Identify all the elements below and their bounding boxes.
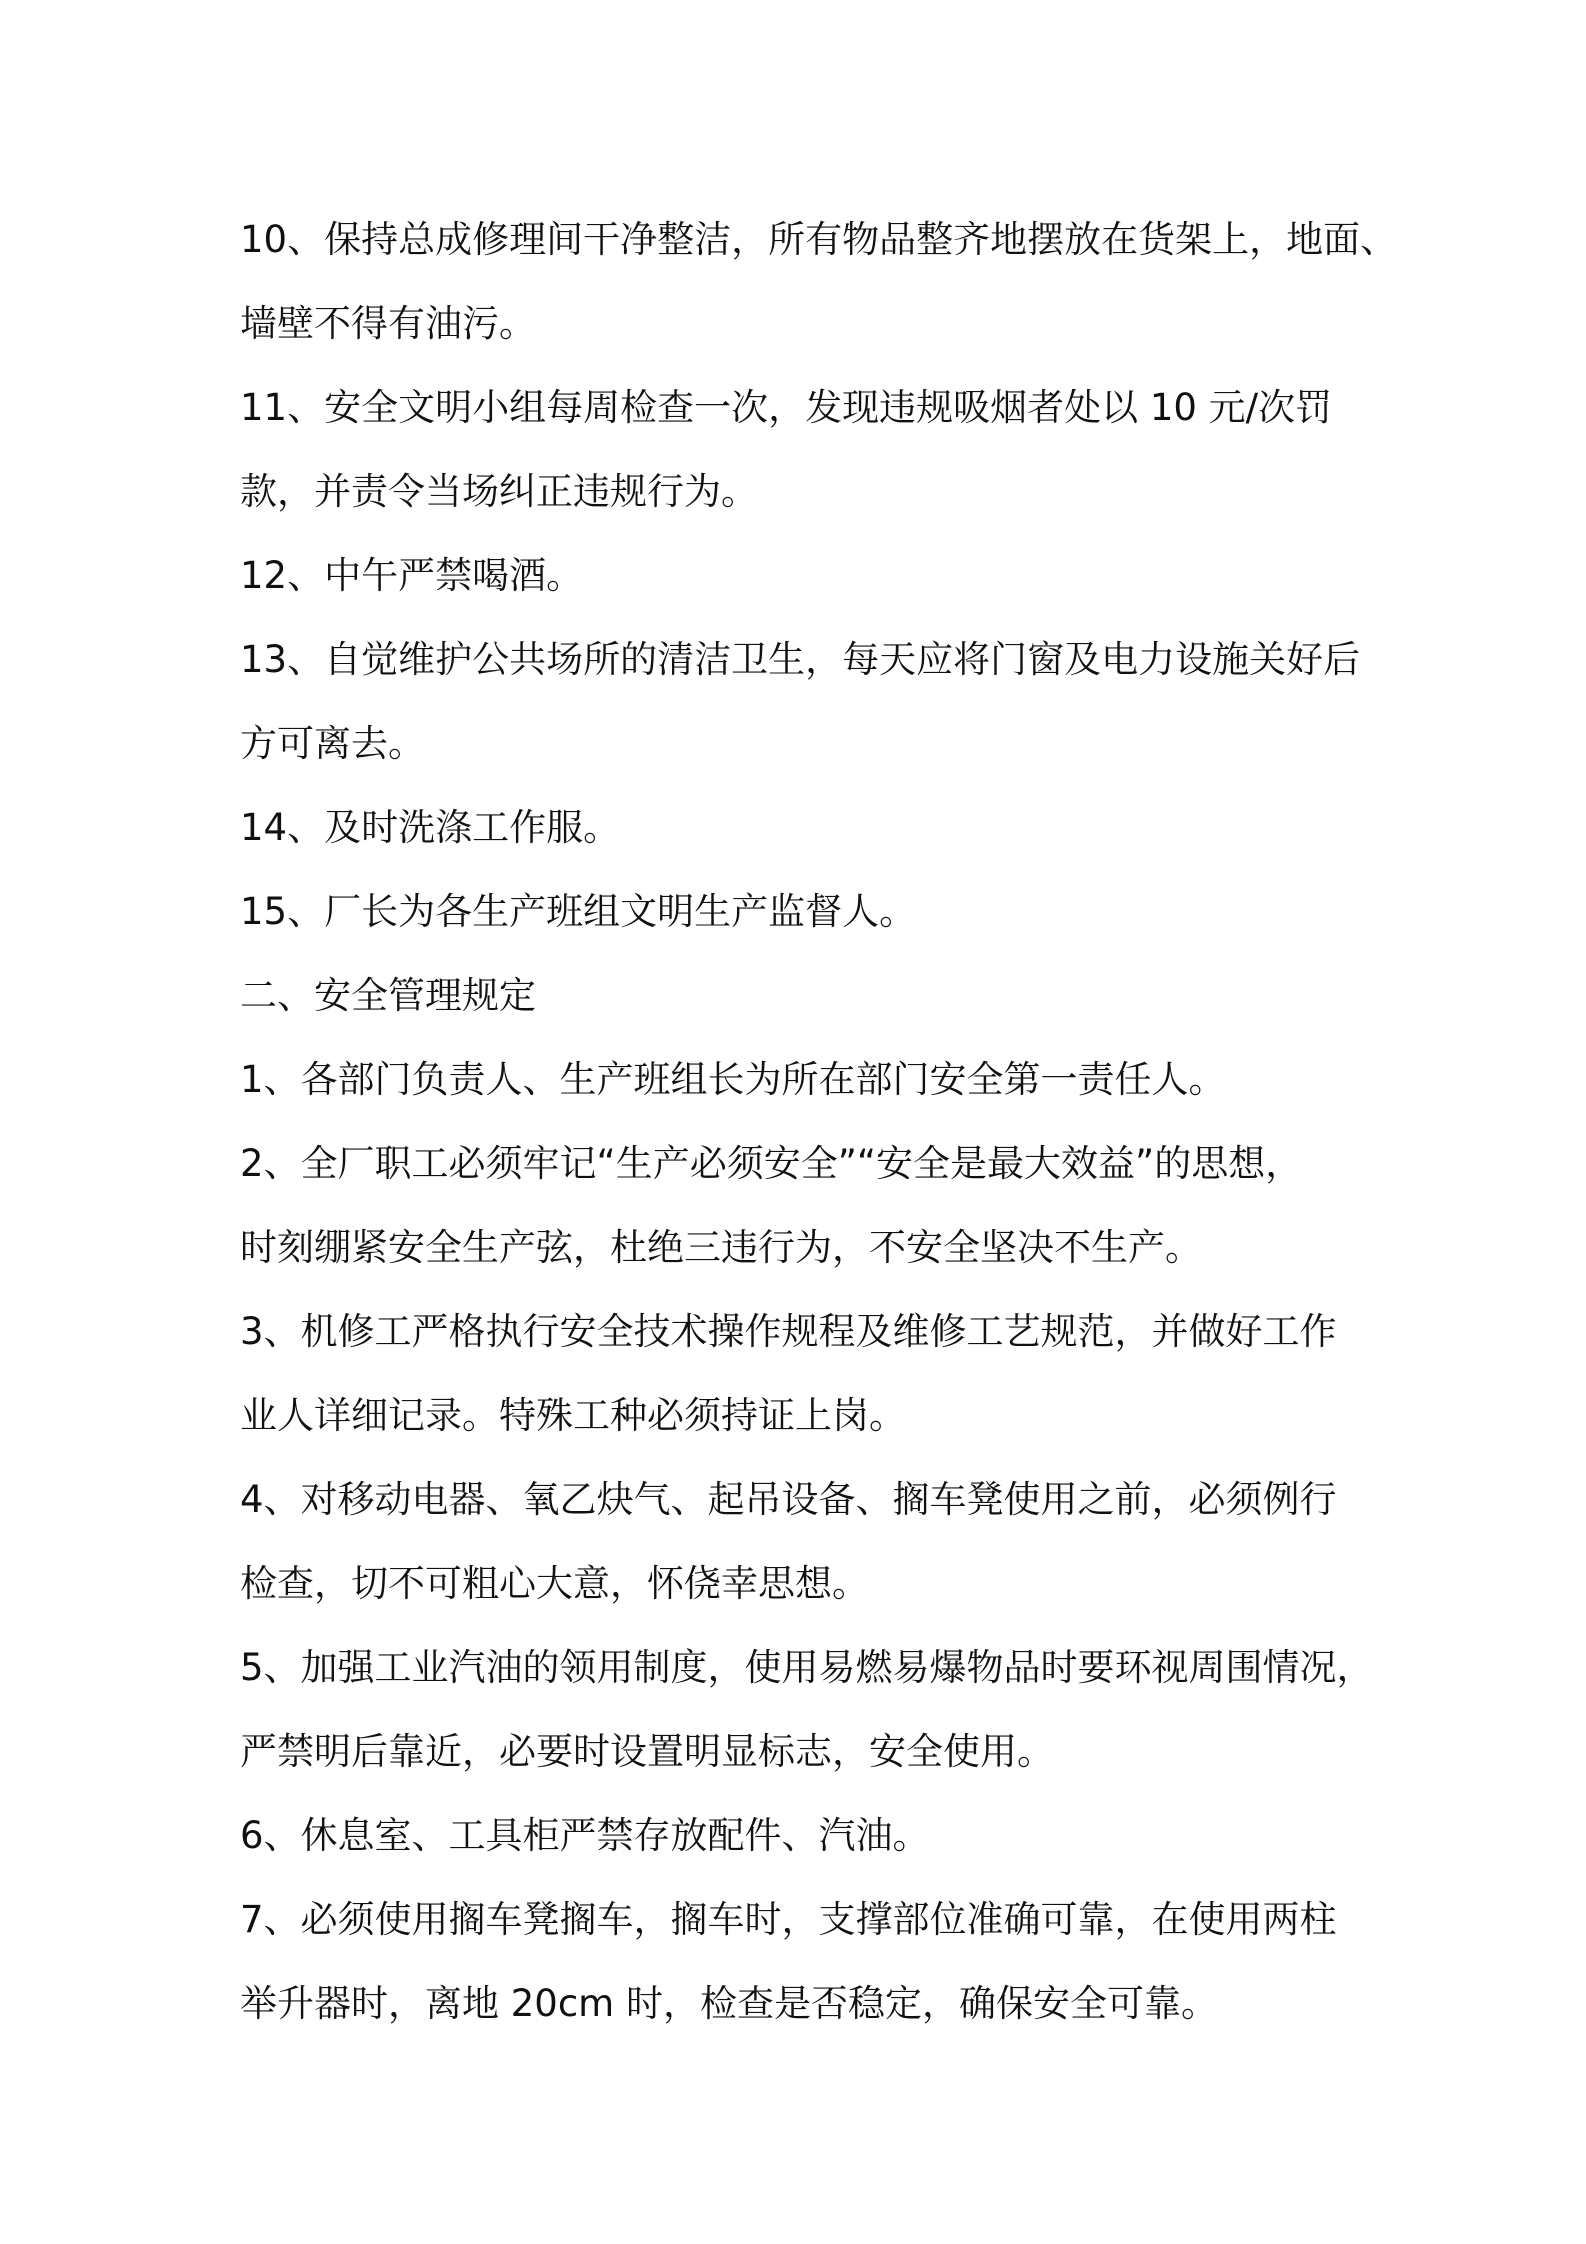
text-line: 时刻绷紧安全生产弦，杜绝三违行为，不安全坚决不生产。 (240, 1226, 1202, 1269)
text-line: 4、对移动电器、氧乙炔气、起吊设备、搁车凳使用之前，必须例行 (240, 1478, 1337, 1521)
text-line: 举升器时，离地 20cm 时，检查是否稳定，确保安全可靠。 (240, 1982, 1218, 2025)
text-line: 15、厂长为各生产班组文明生产监督人。 (240, 890, 917, 933)
text-line: 10、保持总成修理间干净整洁，所有物品整齐地摆放在货架上，地面、 (240, 218, 1398, 261)
text-line: 11、安全文明小组每周检查一次，发现违规吸烟者处以 10 元/次罚 (240, 386, 1333, 429)
text-line: 检查，切不可粗心大意，怀侥幸思想。 (240, 1562, 869, 1605)
text-line: 3、机修工严格执行安全技术操作规程及维修工艺规范，并做好工作 (240, 1310, 1337, 1353)
section-heading: 二、安全管理规定 (240, 974, 536, 1017)
text-line: 7、必须使用搁车凳搁车，搁车时，支撑部位准确可靠，在使用两柱 (240, 1898, 1337, 1941)
text-line: 业人详细记录。特殊工种必须持证上岗。 (240, 1394, 906, 1437)
text-line: 12、中午严禁喝酒。 (240, 554, 584, 597)
text-line: 方可离去。 (240, 722, 425, 765)
text-line: 1、各部门负责人、生产班组长为所在部门安全第一责任人。 (240, 1058, 1226, 1101)
text-line: 2、全厂职工必须牢记“生产必须安全”“安全是最大效益”的思想， (240, 1142, 1303, 1185)
text-line: 13、自觉维护公共场所的清洁卫生，每天应将门窗及电力设施关好后 (240, 638, 1361, 681)
document-body (240, 198, 1398, 2046)
text-line: 6、休息室、工具柜严禁存放配件、汽油。 (240, 1814, 930, 1857)
text-line: 款，并责令当场纠正违规行为。 (240, 470, 758, 513)
text-line: 5、加强工业汽油的领用制度，使用易燃易爆物品时要环视周围情况， (240, 1646, 1374, 1689)
text-line: 14、及时洗涤工作服。 (240, 806, 621, 849)
text-line: 墙壁不得有油污。 (240, 302, 536, 345)
text-line: 严禁明后靠近，必要时设置明显标志，安全使用。 (240, 1730, 1054, 1773)
